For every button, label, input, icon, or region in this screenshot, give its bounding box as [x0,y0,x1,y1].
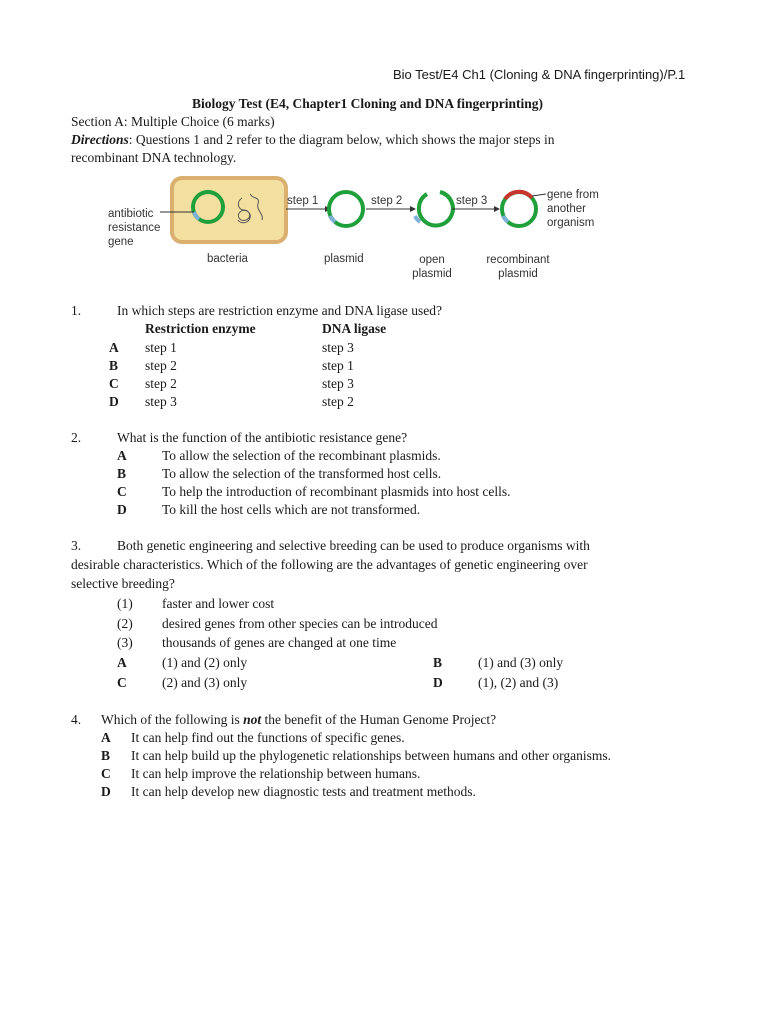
q1-option-b-ligase: step 1 [322,358,354,373]
q3-option-text: (1), (2) and (3) [478,675,559,690]
q3-option-letter[interactable]: D [433,675,443,690]
q4-option-letter[interactable]: B [101,748,111,763]
q1-col-ligase: DNA ligase [322,321,387,336]
q1-option-c-enzyme: step 2 [145,376,177,391]
q4-option-letter[interactable]: D [101,784,111,799]
q2-number: 2. [71,430,82,445]
q3-text-line-2: desirable characteristics. Which of the following are the advantages of genetic engineering over [71,557,588,572]
q1-option-letter[interactable]: C [109,376,119,391]
q1-option-a-ligase: step 3 [322,340,354,355]
open-plasmid-shape [419,192,453,225]
q1-option-letter[interactable]: A [109,340,119,355]
q2-option-letter[interactable]: D [117,502,127,517]
q4-option-text: It can help improve the relationship between humans. [131,766,421,781]
bacteria-label: bacteria [207,253,248,265]
q1-option-letter[interactable]: D [109,394,119,409]
step2-label: step 2 [371,195,403,207]
q3-item-text: thousands of genes are changed at one time [162,635,397,650]
open-plasmid-label: open plasmid [412,254,452,280]
q3-item-text: faster and lower cost [162,596,275,611]
q2-option-text: To help the introduction of recombinant plasmids into host cells. [162,484,511,499]
q4-text: Which of the following is not the benefit of the Human Genome Project? [101,712,497,727]
recombinant-plasmid-label: recombinant plasmid [486,254,550,280]
gene-pointer-line [532,194,546,196]
q3-item-text: desired genes from other species can be introduced [162,616,438,631]
q1-col-restriction: Restriction enzyme [145,321,256,336]
page-title: Biology Test (E4, Chapter1 Cloning and DNA fingerprinting) [192,96,544,111]
q2-text: What is the function of the antibiotic resistance gene? [117,430,408,445]
gene-from-another-organism-label: gene from another organism [547,189,599,229]
q2-option-letter[interactable]: A [117,448,127,463]
q4-option-text: It can help build up the phylogenetic relationships between humans and other organisms. [131,748,612,763]
q1-number: 1. [71,303,82,318]
directions-text: : Questions 1 and 2 refer to the diagram below, which shows the major steps in [128,132,555,147]
q2-option-text: To allow the selection of the recombinant plasmids. [162,448,441,463]
q3-text-line-1: Both genetic engineering and selective breeding can be used to produce organisms with [117,538,590,553]
directions-label: Directions [71,132,129,147]
antibiotic-resistance-label: antibiotic resistance gene [108,208,161,248]
q1-option-d-enzyme: step 3 [145,394,177,409]
page-header: Bio Test/E4 Ch1 (Cloning & DNA fingerprinting)/P.1 [393,67,686,82]
q3-item-number: (3) [117,635,133,650]
q3-text-line-3: selective breeding? [71,576,175,591]
q1-option-letter[interactable]: B [109,358,119,373]
directions-line-1 [71,131,555,149]
q4-option-text: It can help develop new diagnostic tests and treatment methods. [131,784,476,799]
q3-option-text: (1) and (2) only [162,655,248,670]
q2-option-text: To allow the selection of the transformed host cells. [162,466,442,481]
q4-number: 4. [71,712,82,727]
step1-label: step 1 [287,195,319,207]
q3-option-text: (1) and (3) only [478,655,564,670]
q4-option-letter[interactable]: C [101,766,111,781]
plasmid-label: plasmid [324,253,364,265]
q1-option-b-enzyme: step 2 [145,358,177,373]
q2-option-text: To kill the host cells which are not transformed. [162,502,421,517]
q4-option-text: It can help find out the functions of specific genes. [131,730,405,745]
directions-line-2: recombinant DNA technology. [71,150,237,165]
q3-number: 3. [71,538,82,553]
q3-option-letter[interactable]: B [433,655,443,670]
bacteria-cell [172,178,286,242]
q1-option-c-ligase: step 3 [322,376,354,391]
step3-label: step 3 [456,195,488,207]
section-heading: Section A: Multiple Choice (6 marks) [71,114,275,129]
q4-emphasis: not [243,712,262,727]
q3-item-number: (2) [117,616,133,631]
q3-item-number: (1) [117,596,133,611]
q3-option-letter[interactable]: A [117,655,127,670]
q1-text: In which steps are restriction enzyme and DNA ligase used? [117,303,443,318]
q3-option-text: (2) and (3) only [162,675,248,690]
q4-option-letter[interactable]: A [101,730,111,745]
q3-option-letter[interactable]: C [117,675,127,690]
q1-option-d-ligase: step 2 [322,394,354,409]
foreign-gene-segment [505,192,532,199]
q1-option-a-enzyme: step 1 [145,340,177,355]
q2-option-letter[interactable]: C [117,484,127,499]
q2-option-letter[interactable]: B [117,466,127,481]
